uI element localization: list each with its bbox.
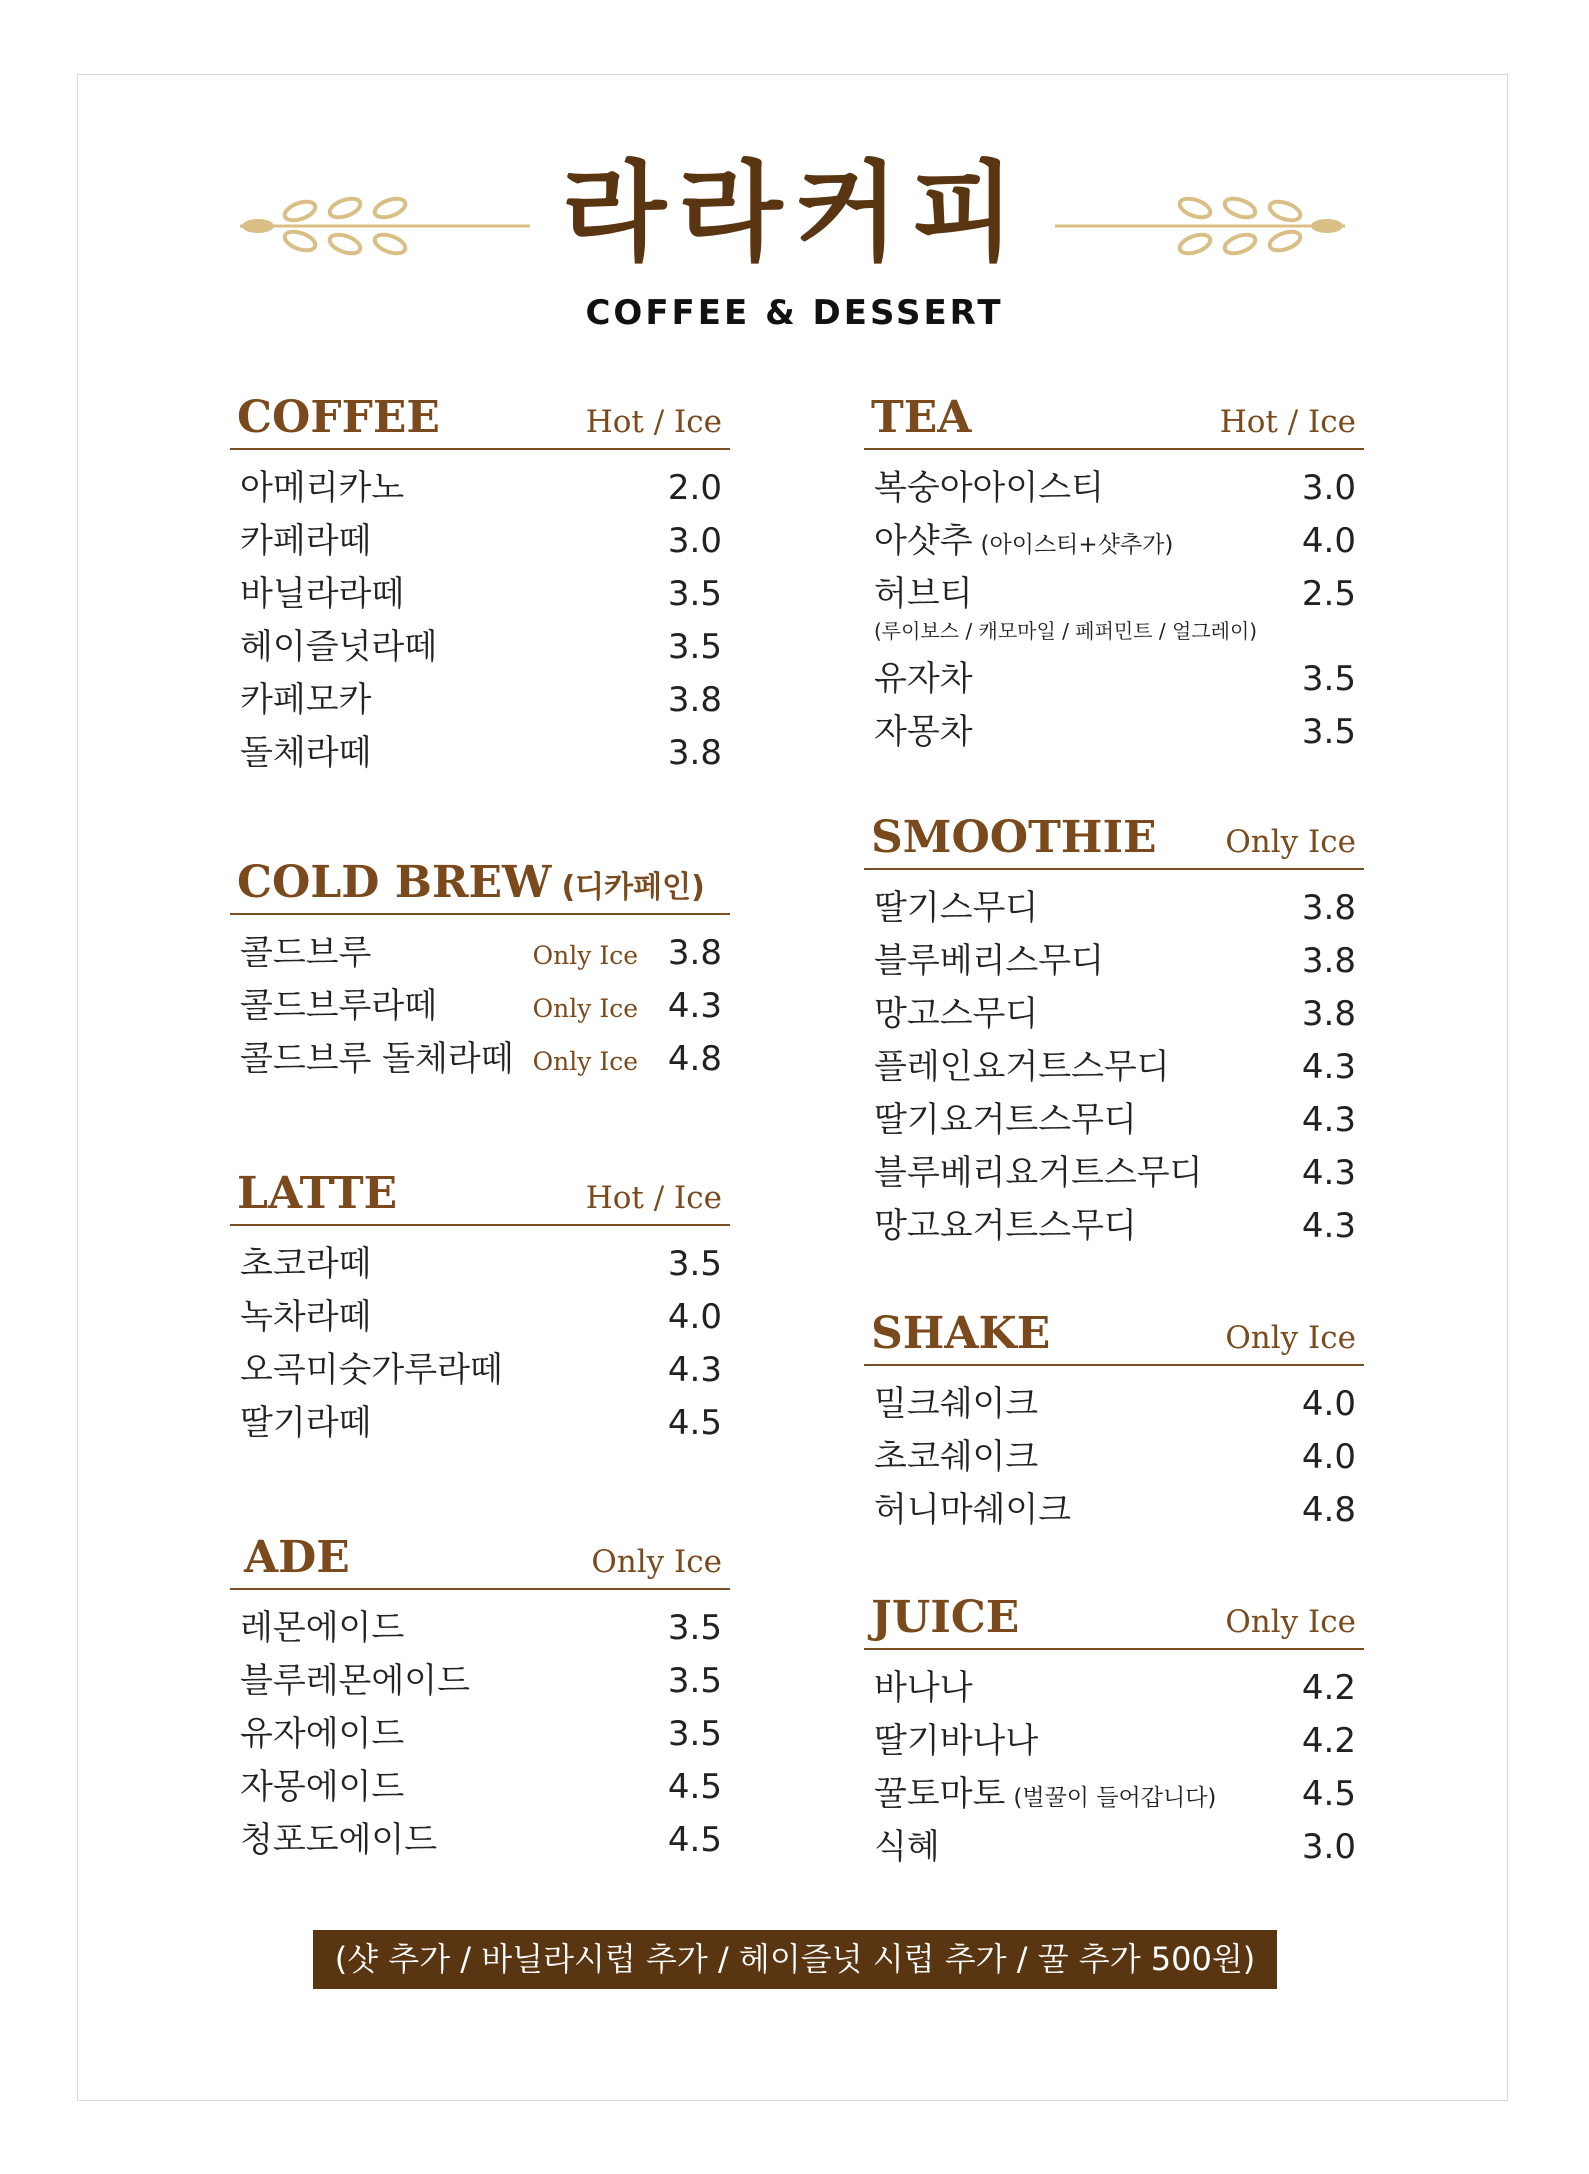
item-price: 2.5 xyxy=(1301,574,1356,614)
item-name: 딸기바나나 xyxy=(874,1721,1039,1761)
item-name: 유자에이드 xyxy=(240,1714,405,1754)
item-name: 망고요거트스무디 xyxy=(874,1206,1137,1246)
section-temp: Only Ice xyxy=(591,1544,722,1580)
menu-item xyxy=(230,1033,730,1086)
menu-item xyxy=(230,1761,730,1814)
item-name: 자몽에이드 xyxy=(240,1767,405,1807)
item-name: 초코쉐이크 xyxy=(874,1437,1039,1477)
menu-item xyxy=(864,1200,1364,1253)
menu-item xyxy=(864,515,1364,568)
menu-item xyxy=(230,674,730,727)
menu-item xyxy=(864,935,1364,988)
item-name: 플레인요거트스무디 xyxy=(874,1047,1170,1087)
menu-item xyxy=(864,1768,1364,1821)
section-coffee xyxy=(230,390,730,780)
item-name xyxy=(874,515,1173,572)
section-header xyxy=(230,1166,730,1226)
item-price: 4.0 xyxy=(667,1297,722,1337)
section-header xyxy=(230,390,730,450)
brand-title: 라라커피 xyxy=(561,151,1028,276)
item-name: 블루베리스무디 xyxy=(874,941,1104,981)
footer-banner: (샷 추가 / 바닐라시럽 추가 / 헤이즐넛 시럽 추가 / 꿀 추가 500원) xyxy=(313,1930,1277,1989)
item-price: 3.8 xyxy=(667,680,722,720)
section-title-text: COLD BREW xyxy=(237,857,552,908)
item-price: 4.8 xyxy=(1301,1490,1356,1530)
section-header xyxy=(864,810,1364,870)
menu-item xyxy=(864,1041,1364,1094)
menu-item xyxy=(230,1814,730,1867)
section-title: SHAKE xyxy=(871,1308,1051,1359)
item-price: 4.5 xyxy=(667,1767,722,1807)
menu-item xyxy=(230,1708,730,1761)
item-price: 4.3 xyxy=(1301,1206,1356,1246)
section-title xyxy=(237,859,705,907)
menu-item xyxy=(864,1662,1364,1715)
item-note: (아이스티+샷추가) xyxy=(980,532,1174,558)
item-price: 4.3 xyxy=(667,986,722,1026)
item-temp: Only Ice xyxy=(532,941,638,970)
item-price: 3.0 xyxy=(667,521,722,561)
menu-item xyxy=(864,462,1364,515)
item-price: 3.0 xyxy=(1301,1827,1356,1867)
item-price: 3.8 xyxy=(667,933,722,973)
section-title: COFFEE xyxy=(237,392,440,443)
item-price: 4.3 xyxy=(1301,1047,1356,1087)
menu-item xyxy=(230,1397,730,1450)
item-name: 카페라떼 xyxy=(240,521,372,561)
section-smoothie xyxy=(864,810,1364,1253)
item-name: 딸기라떼 xyxy=(240,1403,372,1443)
item-name: 자몽차 xyxy=(874,712,973,752)
menu-item xyxy=(864,1094,1364,1147)
item-name: 딸기요거트스무디 xyxy=(874,1100,1137,1140)
item-price: 4.3 xyxy=(1301,1100,1356,1140)
item-name: 초코라떼 xyxy=(240,1244,372,1284)
menu-item xyxy=(864,653,1364,706)
item-name: 콜드브루 xyxy=(240,933,372,973)
item-name: 청포도에이드 xyxy=(240,1820,438,1860)
menu-item xyxy=(230,1344,730,1397)
menu-item xyxy=(864,988,1364,1041)
menu-item xyxy=(230,1602,730,1655)
section-temp: Only Ice xyxy=(1225,824,1356,860)
item-name: 밀크쉐이크 xyxy=(874,1384,1039,1424)
menu-item xyxy=(230,621,730,674)
menu-item xyxy=(864,1431,1364,1484)
section-temp: Only Ice xyxy=(1225,1320,1356,1356)
laurel-right-icon xyxy=(1055,186,1345,266)
item-name: 아메리카노 xyxy=(240,468,405,508)
item-name: 레몬에이드 xyxy=(240,1608,405,1648)
section-tea xyxy=(864,390,1364,759)
item-name: 허니마쉐이크 xyxy=(874,1490,1072,1530)
section-title: ADE xyxy=(244,1532,350,1583)
item-price: 4.8 xyxy=(667,1039,722,1079)
section-header xyxy=(230,855,730,915)
menu-item xyxy=(864,1378,1364,1431)
section-header xyxy=(864,390,1364,450)
menu-item xyxy=(230,462,730,515)
menu-item xyxy=(230,980,730,1033)
item-price: 4.2 xyxy=(1301,1721,1356,1761)
item-price: 4.5 xyxy=(1301,1774,1356,1814)
section-subtitle: (디카페인) xyxy=(561,870,705,905)
menu-item xyxy=(230,1655,730,1708)
item-name: 헤이즐넛라떼 xyxy=(240,627,438,667)
section-shake xyxy=(864,1306,1364,1537)
menu-item xyxy=(230,1291,730,1344)
item-name: 녹차라떼 xyxy=(240,1297,372,1337)
item-name: 콜드브루 돌체라떼 xyxy=(240,1039,514,1079)
menu-item xyxy=(864,706,1364,759)
section-temp: Hot / Ice xyxy=(585,404,722,440)
menu-item xyxy=(230,927,730,980)
item-name xyxy=(874,1768,1216,1825)
menu-item xyxy=(230,727,730,780)
item-price: 4.5 xyxy=(667,1403,722,1443)
item-name: 블루레몬에이드 xyxy=(240,1661,470,1701)
menu-item xyxy=(230,568,730,621)
item-price: 4.3 xyxy=(667,1350,722,1390)
menu-item xyxy=(864,1715,1364,1768)
item-name: 바나나 xyxy=(874,1668,973,1708)
item-name: 허브티 xyxy=(874,574,973,614)
item-price: 3.5 xyxy=(667,627,722,667)
menu-item xyxy=(864,1484,1364,1537)
item-price: 3.8 xyxy=(1301,941,1356,981)
item-name: 망고스무디 xyxy=(874,994,1039,1034)
item-price: 4.0 xyxy=(1301,521,1356,561)
item-price: 4.3 xyxy=(1301,1153,1356,1193)
item-price: 3.5 xyxy=(1301,659,1356,699)
section-ade xyxy=(230,1530,730,1867)
item-name-text: 꿀토마토 xyxy=(874,1774,1006,1814)
item-temp: Only Ice xyxy=(532,1047,638,1076)
section-header xyxy=(230,1530,730,1590)
item-price: 3.8 xyxy=(1301,888,1356,928)
section-header xyxy=(864,1590,1364,1650)
item-price: 4.0 xyxy=(1301,1437,1356,1477)
item-price: 3.5 xyxy=(667,1661,722,1701)
section-title: LATTE xyxy=(237,1168,398,1219)
item-price: 3.5 xyxy=(667,1608,722,1648)
item-price: 4.2 xyxy=(1301,1668,1356,1708)
section-temp: Only Ice xyxy=(1225,1604,1356,1640)
item-price: 3.5 xyxy=(1301,712,1356,752)
section-temp: Hot / Ice xyxy=(585,1180,722,1216)
item-price: 3.5 xyxy=(667,574,722,614)
item-name: 복숭아아이스티 xyxy=(874,468,1104,508)
menu-item xyxy=(864,568,1364,653)
item-name: 유자차 xyxy=(874,659,973,699)
section-title: JUICE xyxy=(871,1592,1020,1643)
section-temp: Hot / Ice xyxy=(1219,404,1356,440)
menu-item xyxy=(230,1238,730,1291)
menu-item xyxy=(230,515,730,568)
item-note: (벌꿀이 들어갑니다) xyxy=(1013,1785,1217,1811)
item-detail: (루이보스 / 캐모마일 / 페퍼민트 / 얼그레이) xyxy=(874,619,1258,643)
item-price: 3.5 xyxy=(667,1244,722,1284)
item-price: 4.5 xyxy=(667,1820,722,1860)
menu-item xyxy=(864,1821,1364,1874)
menu-item xyxy=(864,882,1364,935)
item-name: 바닐라라떼 xyxy=(240,574,405,614)
section-title: SMOOTHIE xyxy=(871,812,1157,863)
item-name: 돌체라떼 xyxy=(240,733,372,773)
menu-item xyxy=(864,1147,1364,1200)
item-temp: Only Ice xyxy=(532,994,638,1023)
item-name: 식혜 xyxy=(874,1827,940,1867)
item-price: 2.0 xyxy=(667,468,722,508)
item-price: 3.8 xyxy=(1301,994,1356,1034)
item-price: 3.8 xyxy=(667,733,722,773)
brand-subtitle: COFFEE & DESSERT xyxy=(585,293,1004,333)
item-name: 콜드브루라떼 xyxy=(240,986,438,1026)
item-name: 딸기스무디 xyxy=(874,888,1039,928)
item-name-text: 아샷추 xyxy=(874,521,973,561)
section-latte xyxy=(230,1166,730,1450)
item-name: 카페모카 xyxy=(240,680,372,720)
item-price: 3.5 xyxy=(667,1714,722,1754)
item-price: 4.0 xyxy=(1301,1384,1356,1424)
item-name: 오곡미숫가루라떼 xyxy=(240,1350,503,1390)
section-juice xyxy=(864,1590,1364,1874)
section-cold-brew xyxy=(230,855,730,1086)
item-price: 3.0 xyxy=(1301,468,1356,508)
section-header xyxy=(864,1306,1364,1366)
section-title: TEA xyxy=(871,392,972,443)
item-name: 블루베리요거트스무디 xyxy=(874,1153,1203,1193)
